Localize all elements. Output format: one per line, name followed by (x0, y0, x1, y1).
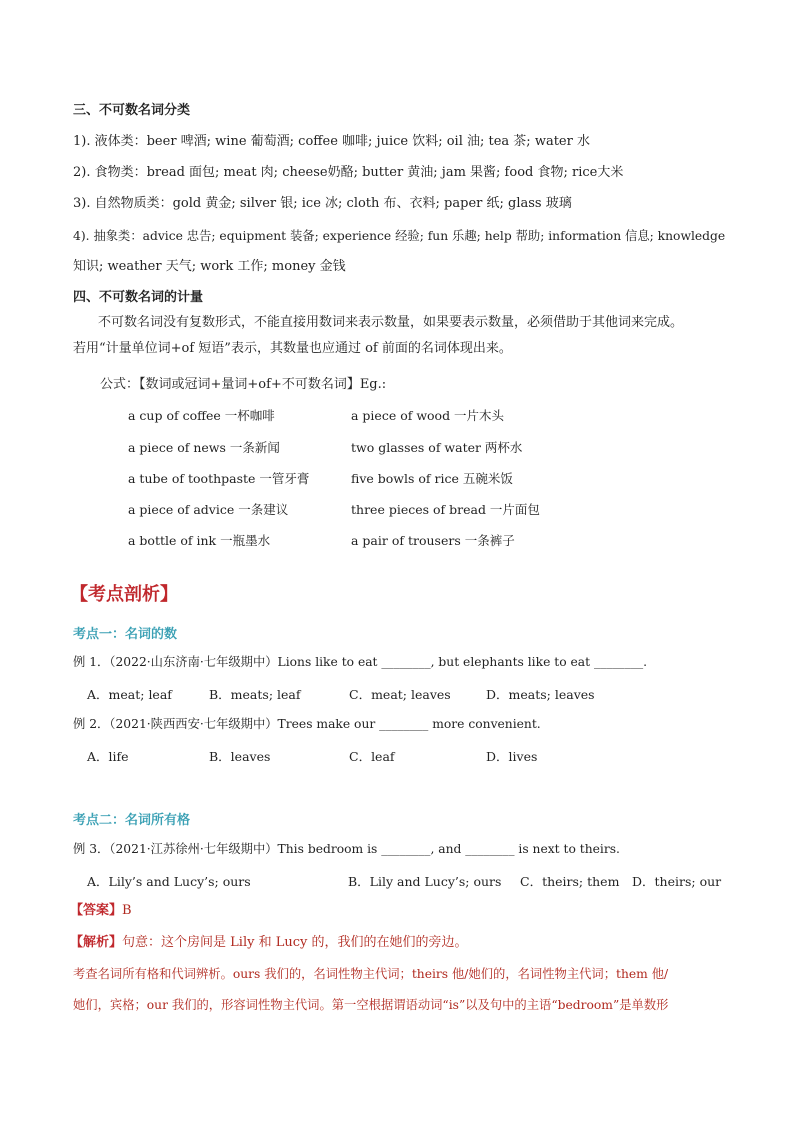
explanation-line-3: 她们，宾格；our 我们的，形容词性物主代词。第一空根据谓语动词“is”以及句中的主语“bedroom”是单数形 (73, 998, 669, 1012)
section3-item-3: 3). 自然物质类：gold 黄金; silver 银; ice 冰; cloth 布、衣料; paper 纸; glass 玻璃 (73, 196, 572, 211)
section3-title: 三、不可数名词分类 (73, 103, 191, 118)
example-left-1: a cup of coffee 一杯咖啡 (128, 408, 275, 423)
section3-item-2: 2). 食物类：bread 面包; meat 肉; cheese奶酪; butter 黄油; jam 果酱; food 食物; rice大米 (73, 165, 624, 180)
example3-option-b: B．Lily and Lucy’s; ours (348, 874, 502, 889)
example3-option-c: C．theirs; them (520, 874, 620, 889)
answer-line (70, 903, 132, 919)
example1-option-d: D．meats; leaves (486, 687, 595, 702)
section4-formula: 公式：【数词或冠词+量词+of+不可数名词】Eg.: (100, 377, 387, 392)
example-right-1: a piece of wood 一片木头 (351, 408, 505, 423)
example1-option-c: C．meat; leaves (349, 687, 451, 702)
explanation-line-2: 考查名词所有格和代词辨析。ours 我们的，名词性物主代词；theirs 他/她们的，名词性物主代词；them 他/ (73, 967, 669, 981)
example2-stem: 例 2．（2021·陕西西安·七年级期中）Trees make our ________ more convenient. (73, 717, 541, 731)
example1-option-b: B．meats; leaf (209, 687, 301, 702)
kaodian1-title: 考点一：名词的数 (73, 627, 178, 642)
explanation-line-1 (70, 935, 467, 951)
example-right-2: two glasses of water 两杯水 (351, 440, 523, 455)
example-right-5: a pair of trousers 一条裤子 (351, 533, 515, 548)
example3-stem: 例 3．（2021·江苏徐州·七年级期中）This bedroom is ________, and ________ is next to theirs. (73, 842, 620, 856)
section4-para2: 若用“计量单位词+of 短语”表示，其数量也应通过 of 前面的名词体现出来。 (73, 341, 512, 356)
section3-item-1: 1). 液体类：beer 啤酒; wine 葡萄酒; coffee 咖啡; juice 饮料; oil 油; tea 茶; water 水 (73, 134, 590, 149)
answer-label: 【答案】 (70, 903, 123, 918)
example3-option-d: D．theirs; our (632, 874, 722, 889)
section4-title: 四、不可数名词的计量 (73, 290, 204, 305)
example-left-4: a piece of advice 一条建议 (128, 502, 289, 517)
example2-option-c: C．leaf (349, 749, 395, 764)
example1-option-a: A．meat; leaf (87, 687, 172, 702)
example3-option-a: A．Lily’s and Lucy’s; ours (87, 874, 251, 889)
section4-para1: 不可数名词没有复数形式，不能直接用数词来表示数量，如果要表示数量，必须借助于其他词来完成。 (98, 315, 684, 330)
explanation-text-1: 句意：这个房间是 Lily 和 Lucy 的，我们的在她们的旁边。 (122, 935, 468, 950)
example-left-3: a tube of toothpaste 一管牙膏 (128, 471, 310, 486)
example-left-5: a bottle of ink 一瓶墨水 (128, 533, 271, 548)
answer-value: B (122, 903, 132, 918)
example2-option-a: A．life (87, 749, 129, 764)
example1-stem: 例 1．（2022·山东济南·七年级期中）Lions like to eat ________, but elephants like to eat ________. (73, 655, 648, 669)
analysis-title: 【考点剖析】 (70, 584, 178, 605)
example2-option-b: B．leaves (209, 749, 271, 764)
section3-item-4-cont: 知识; weather 天气; work 工作; money 金钱 (73, 259, 346, 274)
kaodian2-title: 考点二：名词所有格 (73, 813, 191, 828)
explanation-label: 【解析】 (70, 935, 123, 950)
section3-item-4: 4). 抽象类：advice 忠告; equipment 装备; experience 经验; fun 乐趣; help 帮助; information 信息; knowledge (73, 229, 726, 243)
example-right-4: three pieces of bread 一片面包 (351, 502, 540, 517)
example-right-3: five bowls of rice 五碗米饭 (351, 471, 513, 486)
example-left-2: a piece of news 一条新闻 (128, 440, 280, 455)
example2-option-d: D．lives (486, 749, 538, 764)
